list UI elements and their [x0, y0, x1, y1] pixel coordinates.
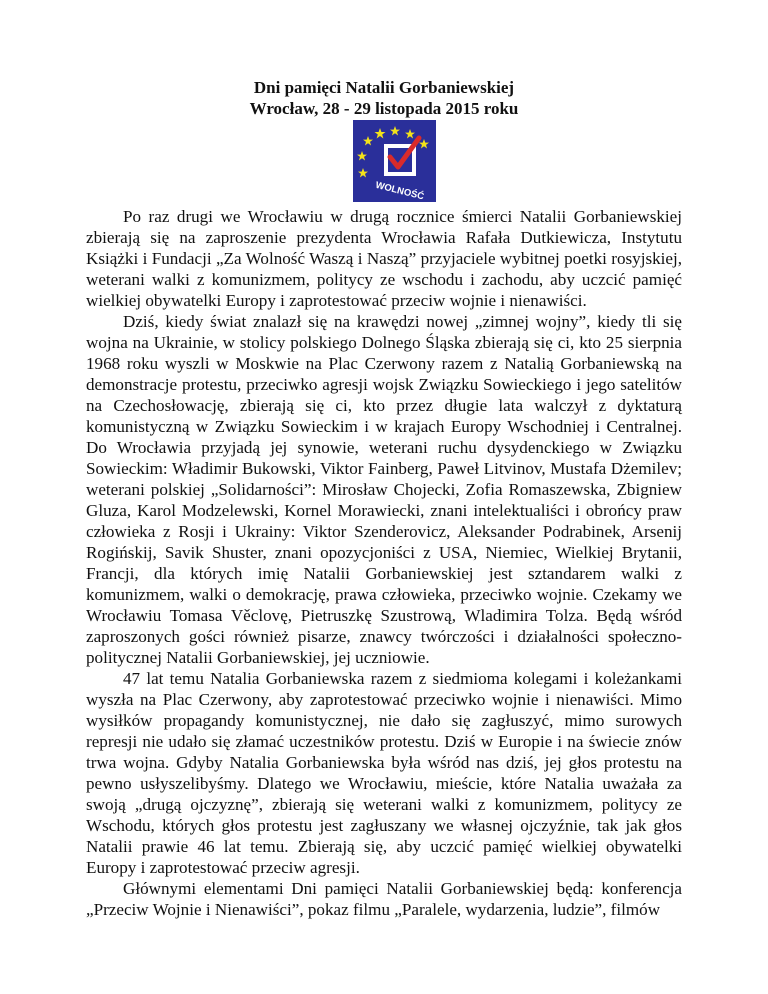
- document-body: [86, 206, 682, 920]
- svg-text:WOLNOŚĆ: WOLNOŚĆ: [374, 179, 426, 202]
- paragraph: 47 lat temu Natalia Gorbaniewska razem z siedmioma kolegami i koleżankami wyszła na Plac Czerwony, aby zaprotestować przeciwko wojnie i nienawiści. Mimo wysiłków propagandy komunistycznej, nie dało się zagłuszyć, mimo surowych represji nie udało się złamać uczestników protestu. Dziś w Europie i na świecie znów trwa wojna. Gdyby Natalia Gorbaniewska była wśród nas dziś, jej głos protestu na pewno usłyszelibyśmy. Dlatego we Wrocławiu, mieście, które Natalia uważała za swoją „drugą ojczyznę”, zbierają się weterani walki z komunizmem, politycy ze Wschodu, których głos protestu jest zagłuszany we własnej ojczyźnie, tak jak głos Natalii prawie 46 lat temu. Zbierają się, aby uczcić pamięć wielkiej obywatelki Europy i zaprotestować przeciw agresji.: [86, 669, 682, 877]
- wolnosc-logo: [353, 120, 436, 202]
- document-title: Dni pamięci Natalii Gorbaniewskiej: [253, 78, 515, 97]
- document-subtitle: Wrocław, 28 - 29 listopada 2015 roku: [249, 99, 519, 118]
- paragraph: Po raz drugi we Wrocławiu w drugą rocznice śmierci Natalii Gorbaniewskiej zbierają się na zaproszenie prezydenta Wrocławia Rafała Dutkiewicza, Instytutu Książki i Fundacji „Za Wolność Waszą i Naszą” przyjaciele wybitnej poetki rosyjskiej, weterani walki z komunizmem, politycy ze wschodu i zachodu, aby uczcić pamięć wielkiej obywatelki Europy i zaprotestować przeciw wojnie i nienawiści.: [86, 207, 682, 310]
- paragraph: Dziś, kiedy świat znalazł się na krawędzi nowej „zimnej wojny”, kiedy tli się wojna na Ukrainie, w stolicy polskiego Dolnego Śląska zbierają się ci, kto 25 sierpnia 1968 roku wyszli w Moskwie na Plac Czerwony razem z Natalią Gorbaniewską na demonstracje protestu, przeciwko agresji wojsk Związku Sowieckiego i jego satelitów na Czechosłowację, zbierają się ci, kto przez długie lata walczył z dyktaturą komunistyczną w Związku Sowieckim i w krajach Europy Wschodniej i Centralnej. Do Wrocławia przyjadą jej synowie, weterani ruchu dysydenckiego w Związku Sowieckim: Władimir Bukowski, Viktor Fainberg, Paweł Litvinov, Mustafa Dżemilev; weterani polskiej „Solidarności”: Mirosław Chojecki, Zofia Romaszewska, Zbigniew Gluza, Karol Modzelewski, Kornel Morawiecki, znani intelektualiści i obrońcy praw człowieka z Rosji i Ukrainy: Viktor Szenderovicz, Aleksander Podrabinek, Arsenij Rogińskij, Savik Shuster, znani opozycjoniści z USA, Niemiec, Wielkiej Brytanii, Francji, dla których imię Natalii Gorbaniewskiej jest sztandarem walki z komunizmem, walki o demokrację, prawa człowieka, przeciwko wojnie. Czekamy we Wrocławiu Tomasa Věclovę, Pietruszkę Szustrową, Wladimira Tolza. Będą wśród zaproszonych gości również pisarze, znawcy twórczości i działalności społeczno-politycznej Natalii Gorbaniewskiej, jej uczniowie.: [86, 312, 682, 667]
- paragraph: Głównymi elementami Dni pamięci Natalii Gorbaniewskiej będą: konferencja „Przeciw Wojnie i Nienawiści”, pokaz filmu „Paralele, wydarzenia, ludzie”, filmów: [86, 879, 682, 919]
